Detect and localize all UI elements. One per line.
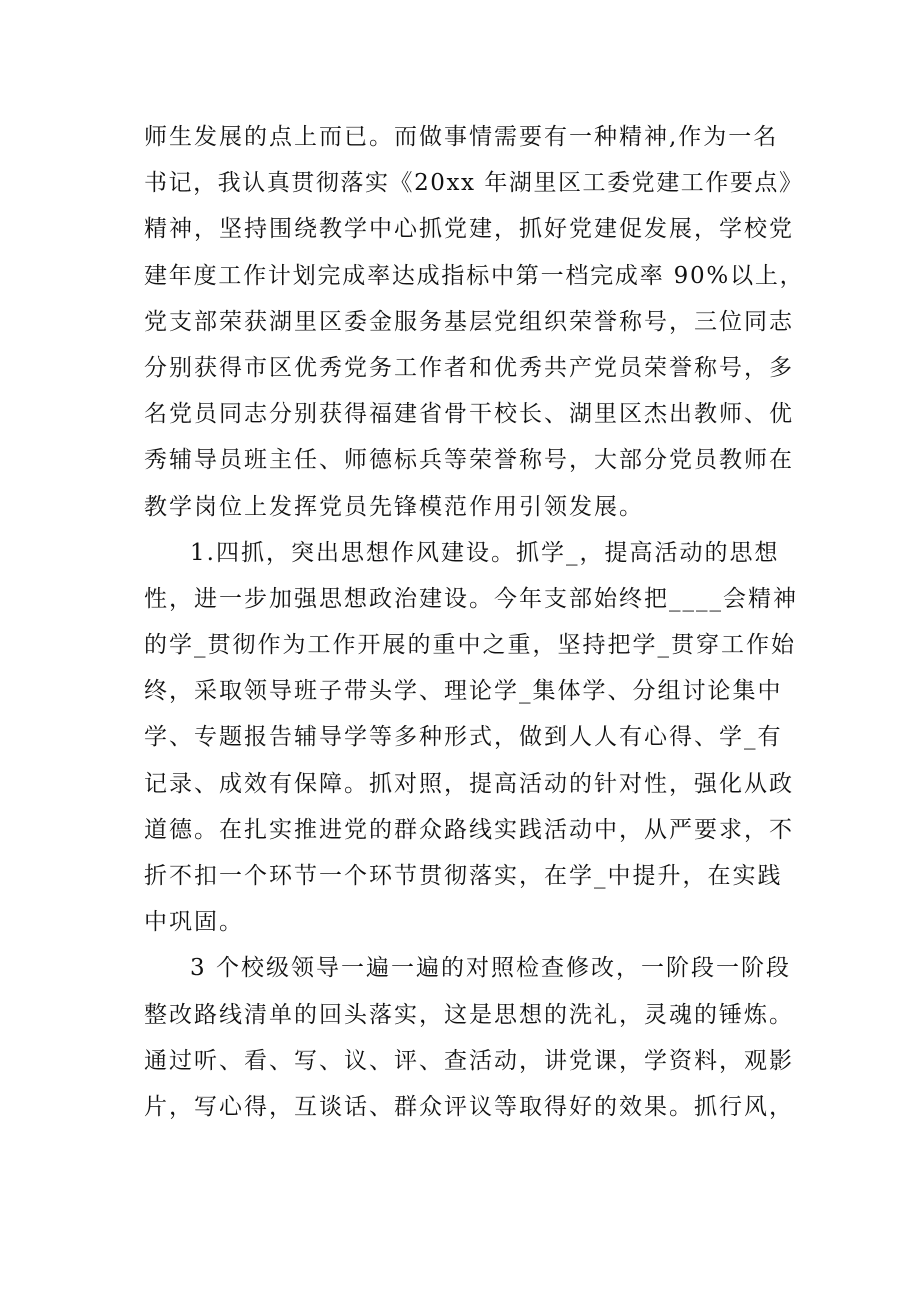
text-line: 折不扣一个环节一个环节贯彻落实，在学_中提升，在实践 (144, 863, 783, 889)
text-line: 分别获得市区优秀党务工作者和优秀共产党员荣誉称号，多 (144, 354, 794, 381)
text-line: 师生发展的点上而已。而做事情需要有一种精神,作为一名 (144, 124, 779, 150)
text-line: 通过听、看、写、议、评、查活动，讲党课，学资料，观影 (144, 1047, 794, 1074)
paragraph-1 (144, 114, 804, 530)
text-line: 精神，坚持围绕教学中心抓党建，抓好党建促发展，学校党 (144, 216, 794, 243)
paragraph-2 (144, 530, 804, 946)
text-line: 名党员同志分别获得福建省骨干校长、湖里区杰出教师、优 (144, 401, 794, 428)
text-line: 整改路线清单的回头落实，这是思想的洗礼，灵魂的锤炼。 (144, 1001, 794, 1028)
text-line: 学、专题报告辅导学等多种形式，做到人人有心得、学_有 (144, 724, 783, 751)
text-line: 记录、成效有保障。抓对照，提高活动的针对性，强化从政 (144, 770, 794, 797)
paragraph-3 (144, 945, 804, 1130)
text-line: 教学岗位上发挥党员先锋模范作用引领发展。 (144, 493, 644, 520)
text-line: 党支部荣获湖里区委金服务基层党组织荣誉称号，三位同志 (144, 308, 794, 335)
text-line: 3 个校级领导一遍一遍的对照检查修改，一阶段一阶段 (190, 955, 791, 982)
text-line: 性，进一步加强思想政治建设。今年支部始终把____会精神 (144, 585, 798, 612)
text-line: 秀辅导员班主任、师德标兵等荣誉称号，大部分党员教师在 (144, 447, 794, 474)
text-line: 终，采取领导班子带头学、理论学_集体学、分组讨论集中 (144, 678, 783, 705)
text-line: 建年度工作计划完成率达成指标中第一档完成率 90%以上， (144, 262, 805, 289)
text-line: 1.四抓，突出思想作风建设。抓学_，提高活动的思想 (190, 539, 780, 566)
text-line: 的学_贯彻作为工作开展的重中之重，坚持把学_贯穿工作始 (144, 632, 796, 659)
text-line: 书记，我认真贯彻落实《20xx 年湖里区工委党建工作要点》 (144, 170, 804, 197)
text-line: 片，写心得，互谈话、群众评议等取得好的效果。抓行风， (144, 1093, 794, 1120)
text-line: 中巩固。 (144, 909, 244, 936)
body-text (144, 114, 804, 1130)
text-line: 道德。在扎实推进党的群众路线实践活动中，从严要求，不 (144, 816, 794, 843)
